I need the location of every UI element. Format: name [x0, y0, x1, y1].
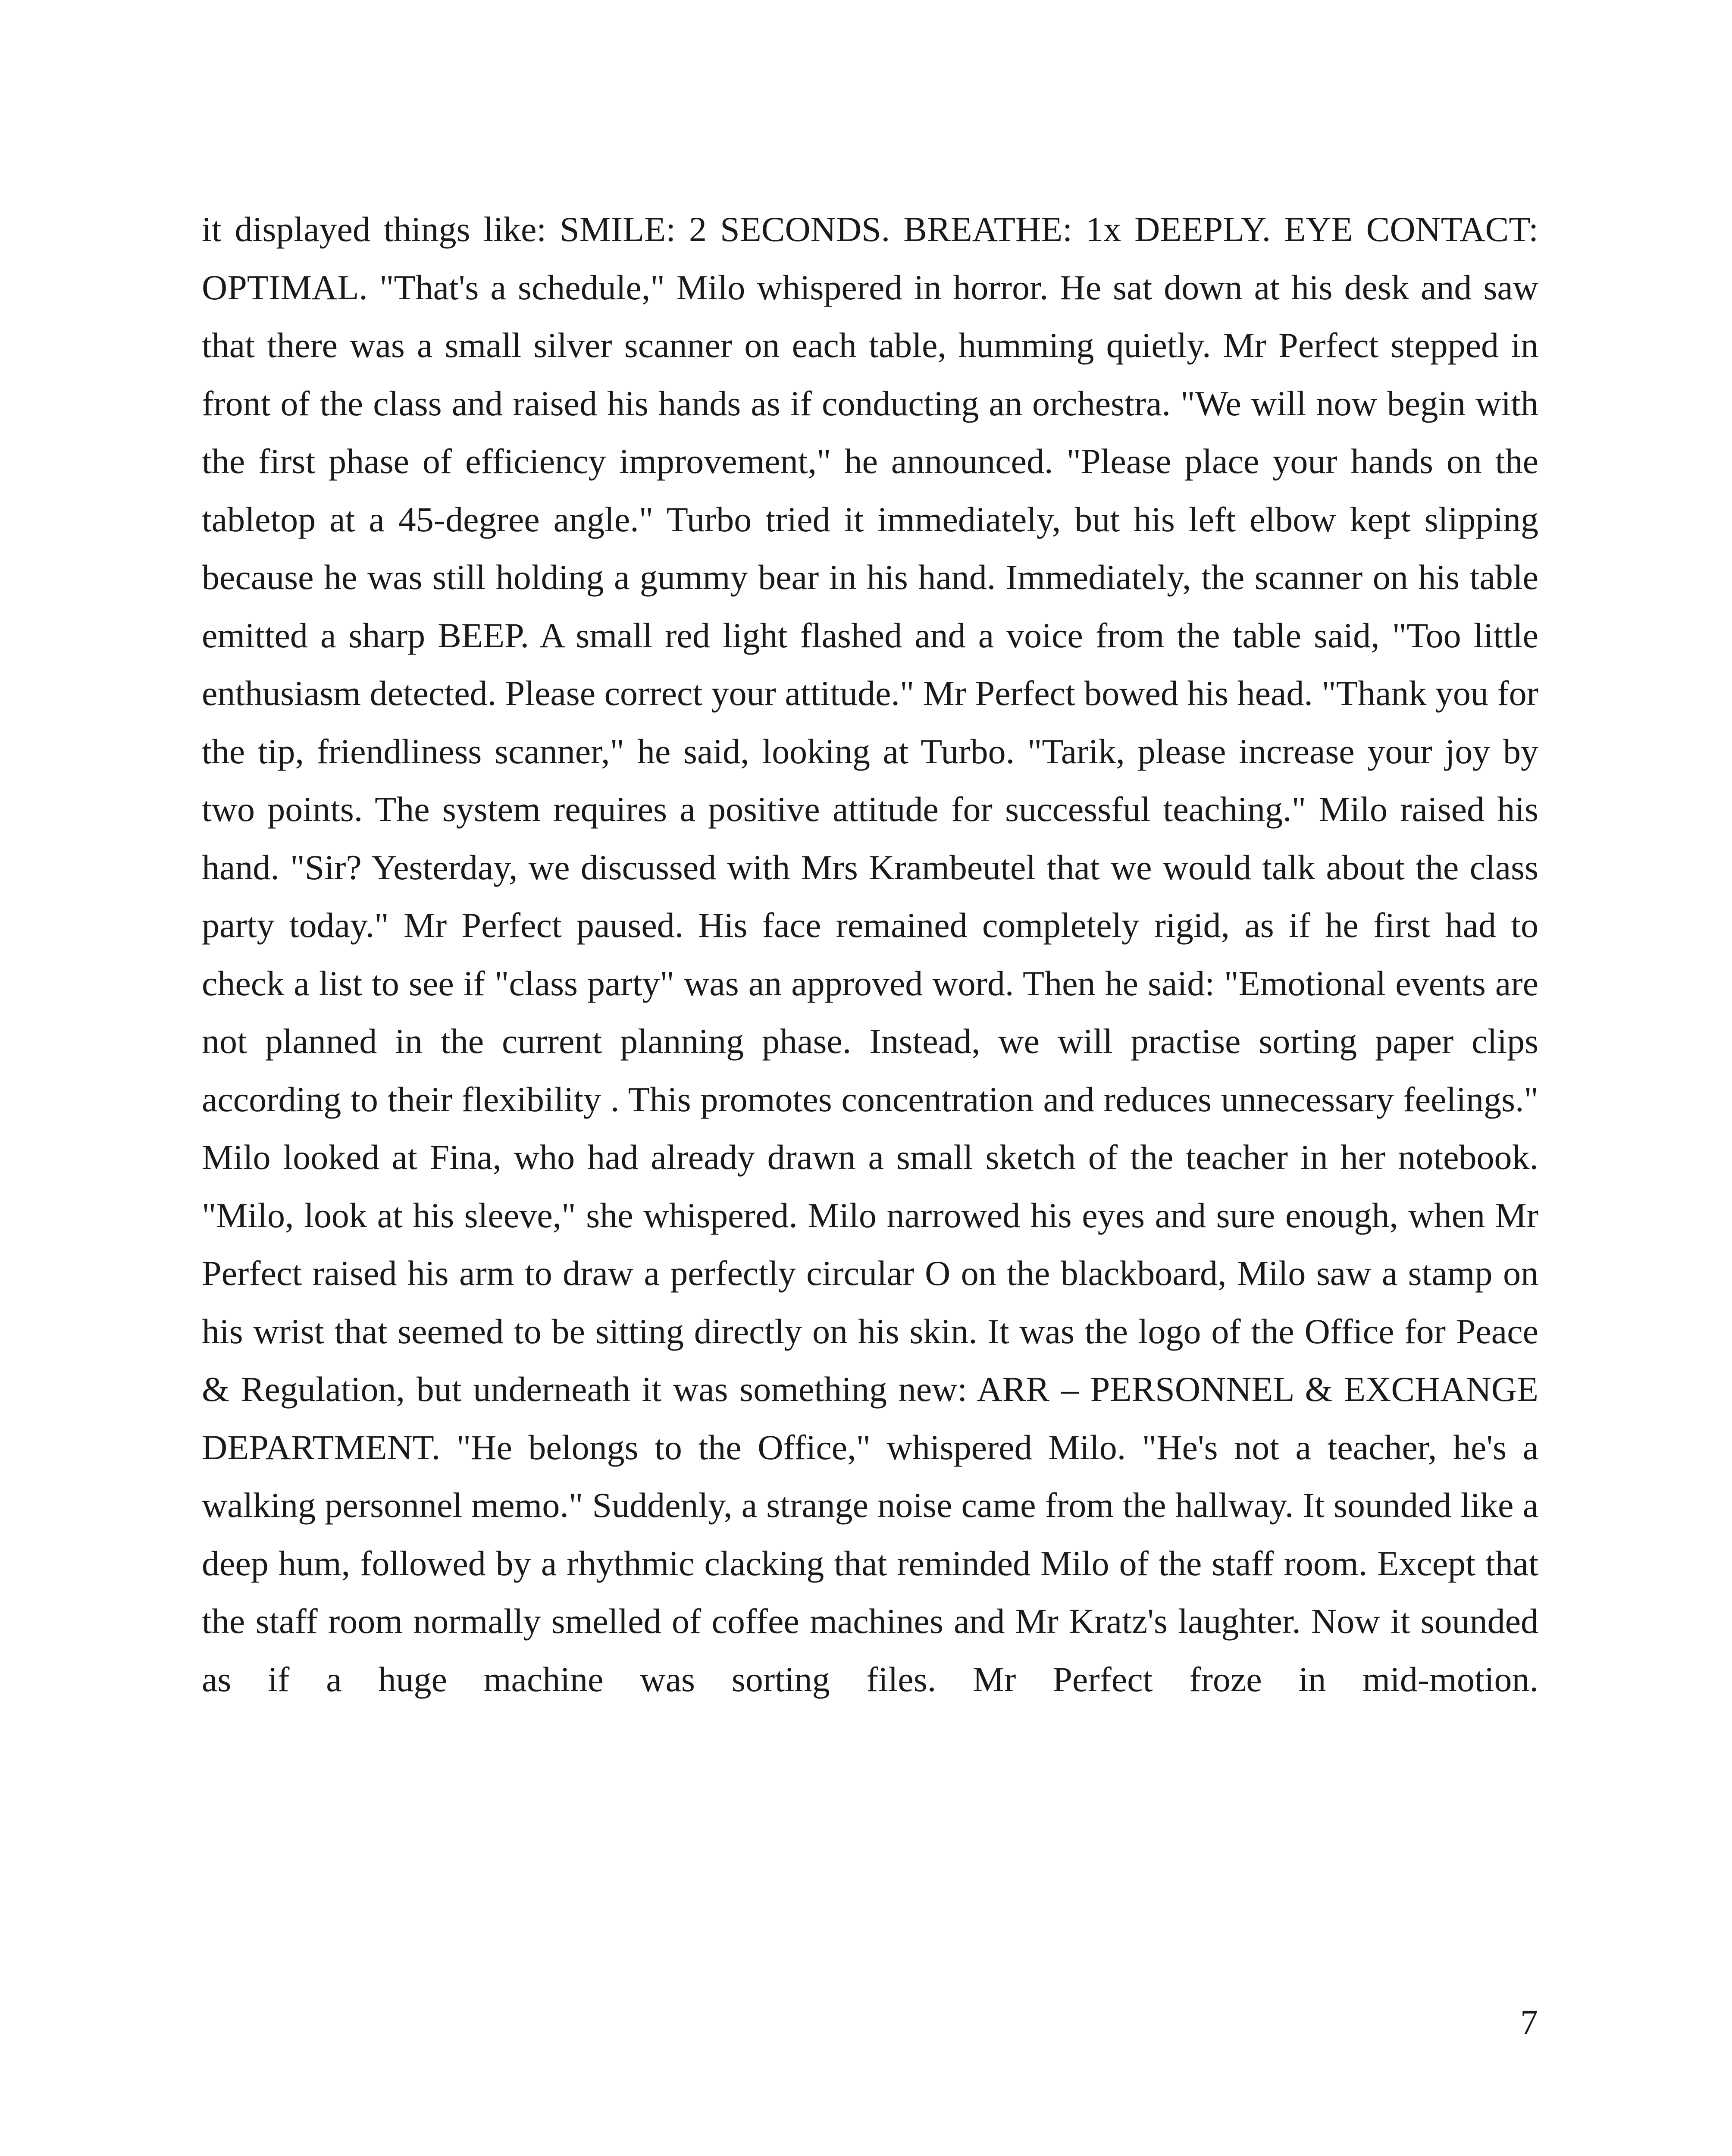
body-paragraph: it displayed things like: SMILE: 2 SECONDS. BREATHE: 1x DEEPLY. EYE CONTACT: OPTIMAL. "That's a schedule," Milo whispered in horror. He sat down at his desk and saw that there was a small silver scanner on each table, humming quietly. Mr Perfect stepped in front of the class and raised his hands as if conducting an orchestra. "We will now begin with the first phase of efficiency improvement," he announced. "Please place your hands on the tabletop at a 45-degree angle." Turbo tried it immediately, but his left elbow kept slipping because he was still holding a gummy bear in his hand. Immediately, the scanner on his table emitted a sharp BEEP. A small red light flashed and a voice from the table said, "Too little enthusiasm detected. Please correct your attitude." Mr Perfect bowed his head. "Thank you for the tip, friendliness scanner," he said, looking at Turbo. "Tarik, please increase your joy by two points. The system requires a positive attitude for successful teaching." Milo raised his hand. "Sir? Yesterday, we discussed with Mrs Krambeutel that we would talk about the class party today." Mr Perfect paused. His face remained completely rigid, as if he first had to check a list to see if "class party" was an approved word. Then he said: "Emotional events are not planned in the current planning phase. Instead, we will practise sorting paper clips according to their flexibility . This promotes concentration and reduces unnecessary feelings." Milo looked at Fina, who had already drawn a small sketch of the teacher in her notebook. "Milo, look at his sleeve," she whispered. Milo narrowed his eyes and sure enough, when Mr Perfect raised his arm to draw a perfectly circular O on the blackboard, Milo saw a stamp on his wrist that seemed to be sitting directly on his skin. It was the logo of the Office for Peace & Regulation, but underneath it was something new: ARR – PERSONNEL & EXCHANGE DEPARTMENT. "He belongs to the Office," whispered Milo. "He's not a teacher, he's a walking personnel memo." Suddenly, a strange noise came from the hallway. It sounded like a deep hum, followed by a rhythmic clacking that reminded Milo of the staff room. Except that the staff room normally smelled of coffee machines and Mr Kratz's laughter. Now it sounded as if a huge machine was sorting files. Mr Perfect froze in mid-motion.: [202, 210, 1538, 1699]
page-number: 7: [1520, 2002, 1538, 2042]
